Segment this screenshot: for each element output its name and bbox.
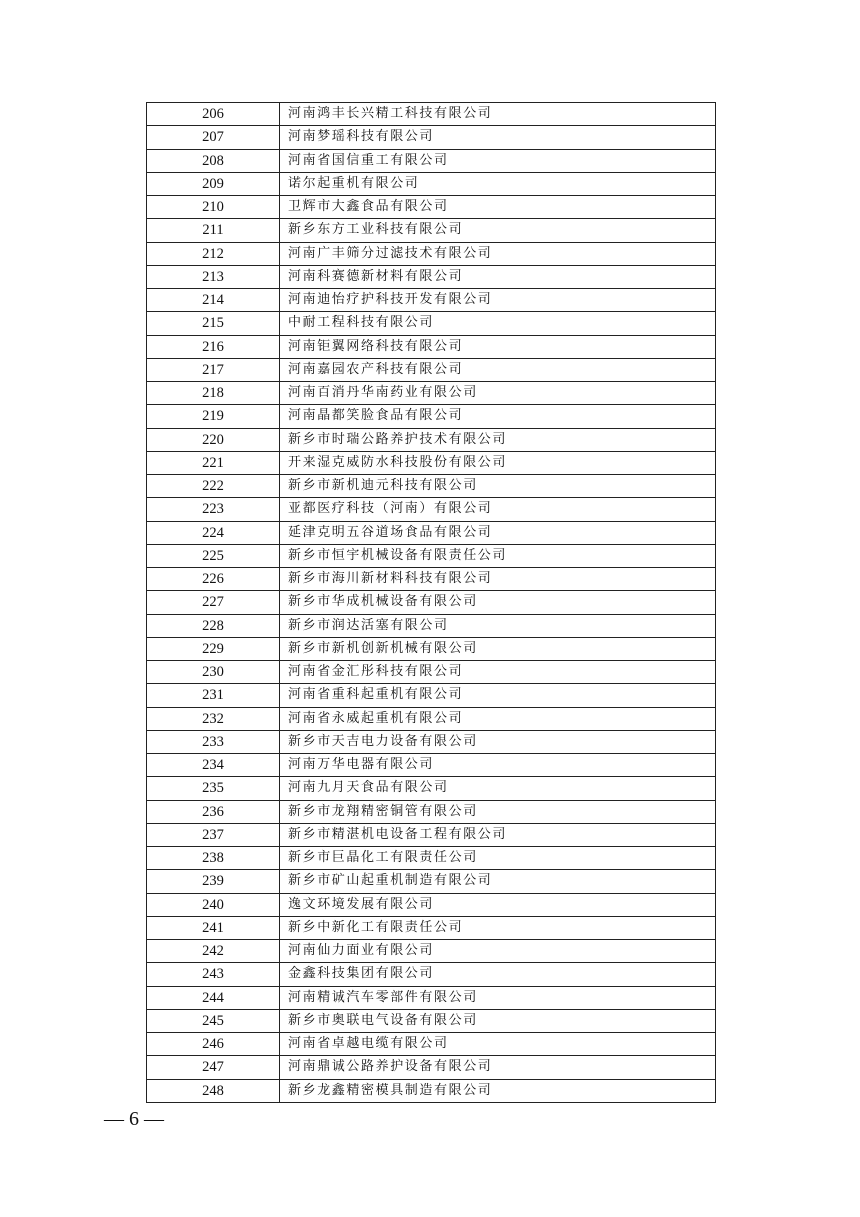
table-row [147,800,716,823]
table-row [147,498,716,521]
table-row [147,963,716,986]
row-number: 211 [147,219,280,242]
company-name: 新乡中新化工有限责任公司 [280,916,716,939]
company-name: 新乡市恒宇机械设备有限责任公司 [280,544,716,567]
row-number: 227 [147,591,280,614]
company-name: 河南鸿丰长兴精工科技有限公司 [280,103,716,126]
row-number: 224 [147,521,280,544]
row-number: 229 [147,637,280,660]
company-name: 河南九月天食品有限公司 [280,777,716,800]
company-name: 河南省卓越电缆有限公司 [280,1033,716,1056]
row-number: 222 [147,475,280,498]
company-name: 逸文环境发展有限公司 [280,893,716,916]
company-name: 新乡东方工业科技有限公司 [280,219,716,242]
table-row [147,870,716,893]
table-row [147,335,716,358]
row-number: 244 [147,986,280,1009]
table-row [147,916,716,939]
table-row [147,730,716,753]
row-number: 221 [147,451,280,474]
company-name: 新乡市海川新材料科技有限公司 [280,568,716,591]
company-name: 河南晶都笑脸食品有限公司 [280,405,716,428]
row-number: 243 [147,963,280,986]
table-row [147,475,716,498]
company-name: 新乡市矿山起重机制造有限公司 [280,870,716,893]
table-row [147,451,716,474]
row-number: 210 [147,196,280,219]
table-row [147,544,716,567]
row-number: 208 [147,149,280,172]
company-name: 新乡龙鑫精密模具制造有限公司 [280,1079,716,1102]
table-row [147,684,716,707]
row-number: 226 [147,568,280,591]
table-body [147,103,716,1103]
company-name: 河南迪怡疗护科技开发有限公司 [280,289,716,312]
row-number: 220 [147,428,280,451]
company-name: 开来湿克威防水科技股份有限公司 [280,451,716,474]
company-name: 诺尔起重机有限公司 [280,172,716,195]
row-number: 242 [147,940,280,963]
table-row [147,521,716,544]
company-name: 新乡市巨晶化工有限责任公司 [280,847,716,870]
row-number: 237 [147,823,280,846]
row-number: 232 [147,707,280,730]
row-number: 240 [147,893,280,916]
company-name: 新乡市华成机械设备有限公司 [280,591,716,614]
table-row [147,242,716,265]
row-number: 206 [147,103,280,126]
table-row [147,382,716,405]
table-row [147,707,716,730]
row-number: 219 [147,405,280,428]
table-row [147,614,716,637]
table-row [147,358,716,381]
company-name: 新乡市时瑞公路养护技术有限公司 [280,428,716,451]
table-row [147,405,716,428]
row-number: 234 [147,754,280,777]
page-number: — 6 — [104,1108,164,1130]
company-name: 金鑫科技集团有限公司 [280,963,716,986]
row-number: 228 [147,614,280,637]
table-row [147,847,716,870]
company-name: 河南省永威起重机有限公司 [280,707,716,730]
table-row [147,777,716,800]
company-name: 亚都医疗科技（河南）有限公司 [280,498,716,521]
table-row [147,1009,716,1032]
row-number: 214 [147,289,280,312]
row-number: 238 [147,847,280,870]
row-number: 231 [147,684,280,707]
row-number: 218 [147,382,280,405]
row-number: 216 [147,335,280,358]
company-name: 河南鼎诚公路养护设备有限公司 [280,1056,716,1079]
company-name: 延津克明五谷道场食品有限公司 [280,521,716,544]
table-row [147,312,716,335]
company-name: 新乡市新机创新机械有限公司 [280,637,716,660]
row-number: 209 [147,172,280,195]
company-name: 河南科赛德新材料有限公司 [280,265,716,288]
table-row [147,149,716,172]
table-row [147,986,716,1009]
company-name: 新乡市精湛机电设备工程有限公司 [280,823,716,846]
row-number: 248 [147,1079,280,1102]
table-row [147,196,716,219]
company-name: 河南仙力面业有限公司 [280,940,716,963]
row-number: 246 [147,1033,280,1056]
company-name: 新乡市奥联电气设备有限公司 [280,1009,716,1032]
company-name: 河南广丰筛分过滤技术有限公司 [280,242,716,265]
table-row [147,126,716,149]
company-name: 中耐工程科技有限公司 [280,312,716,335]
row-number: 236 [147,800,280,823]
company-name: 新乡市龙翔精密铜管有限公司 [280,800,716,823]
company-name: 河南省重科起重机有限公司 [280,684,716,707]
table-row [147,428,716,451]
company-name: 河南万华电器有限公司 [280,754,716,777]
table-row [147,1079,716,1102]
table-row [147,265,716,288]
row-number: 241 [147,916,280,939]
table-row [147,754,716,777]
row-number: 223 [147,498,280,521]
row-number: 230 [147,661,280,684]
table-row [147,289,716,312]
table-row [147,568,716,591]
row-number: 239 [147,870,280,893]
row-number: 212 [147,242,280,265]
row-number: 235 [147,777,280,800]
company-name: 河南钜翼网络科技有限公司 [280,335,716,358]
row-number: 213 [147,265,280,288]
company-name: 河南省国信重工有限公司 [280,149,716,172]
table-row [147,637,716,660]
table-row [147,940,716,963]
company-list-table [146,102,716,1103]
row-number: 217 [147,358,280,381]
company-name: 河南百消丹华南药业有限公司 [280,382,716,405]
table-row [147,661,716,684]
table-row [147,219,716,242]
table-row [147,1033,716,1056]
table-row [147,591,716,614]
company-name: 河南嘉园农产科技有限公司 [280,358,716,381]
row-number: 247 [147,1056,280,1079]
company-name: 河南精诚汽车零部件有限公司 [280,986,716,1009]
row-number: 215 [147,312,280,335]
table-row [147,1056,716,1079]
row-number: 233 [147,730,280,753]
company-name: 新乡市润达活塞有限公司 [280,614,716,637]
row-number: 207 [147,126,280,149]
row-number: 225 [147,544,280,567]
table-row [147,103,716,126]
company-name: 卫辉市大鑫食品有限公司 [280,196,716,219]
row-number: 245 [147,1009,280,1032]
company-name: 新乡市天吉电力设备有限公司 [280,730,716,753]
company-name: 河南梦瑶科技有限公司 [280,126,716,149]
table-row [147,172,716,195]
company-name: 河南省金汇彤科技有限公司 [280,661,716,684]
table-row [147,893,716,916]
company-name: 新乡市新机迪元科技有限公司 [280,475,716,498]
table-row [147,823,716,846]
